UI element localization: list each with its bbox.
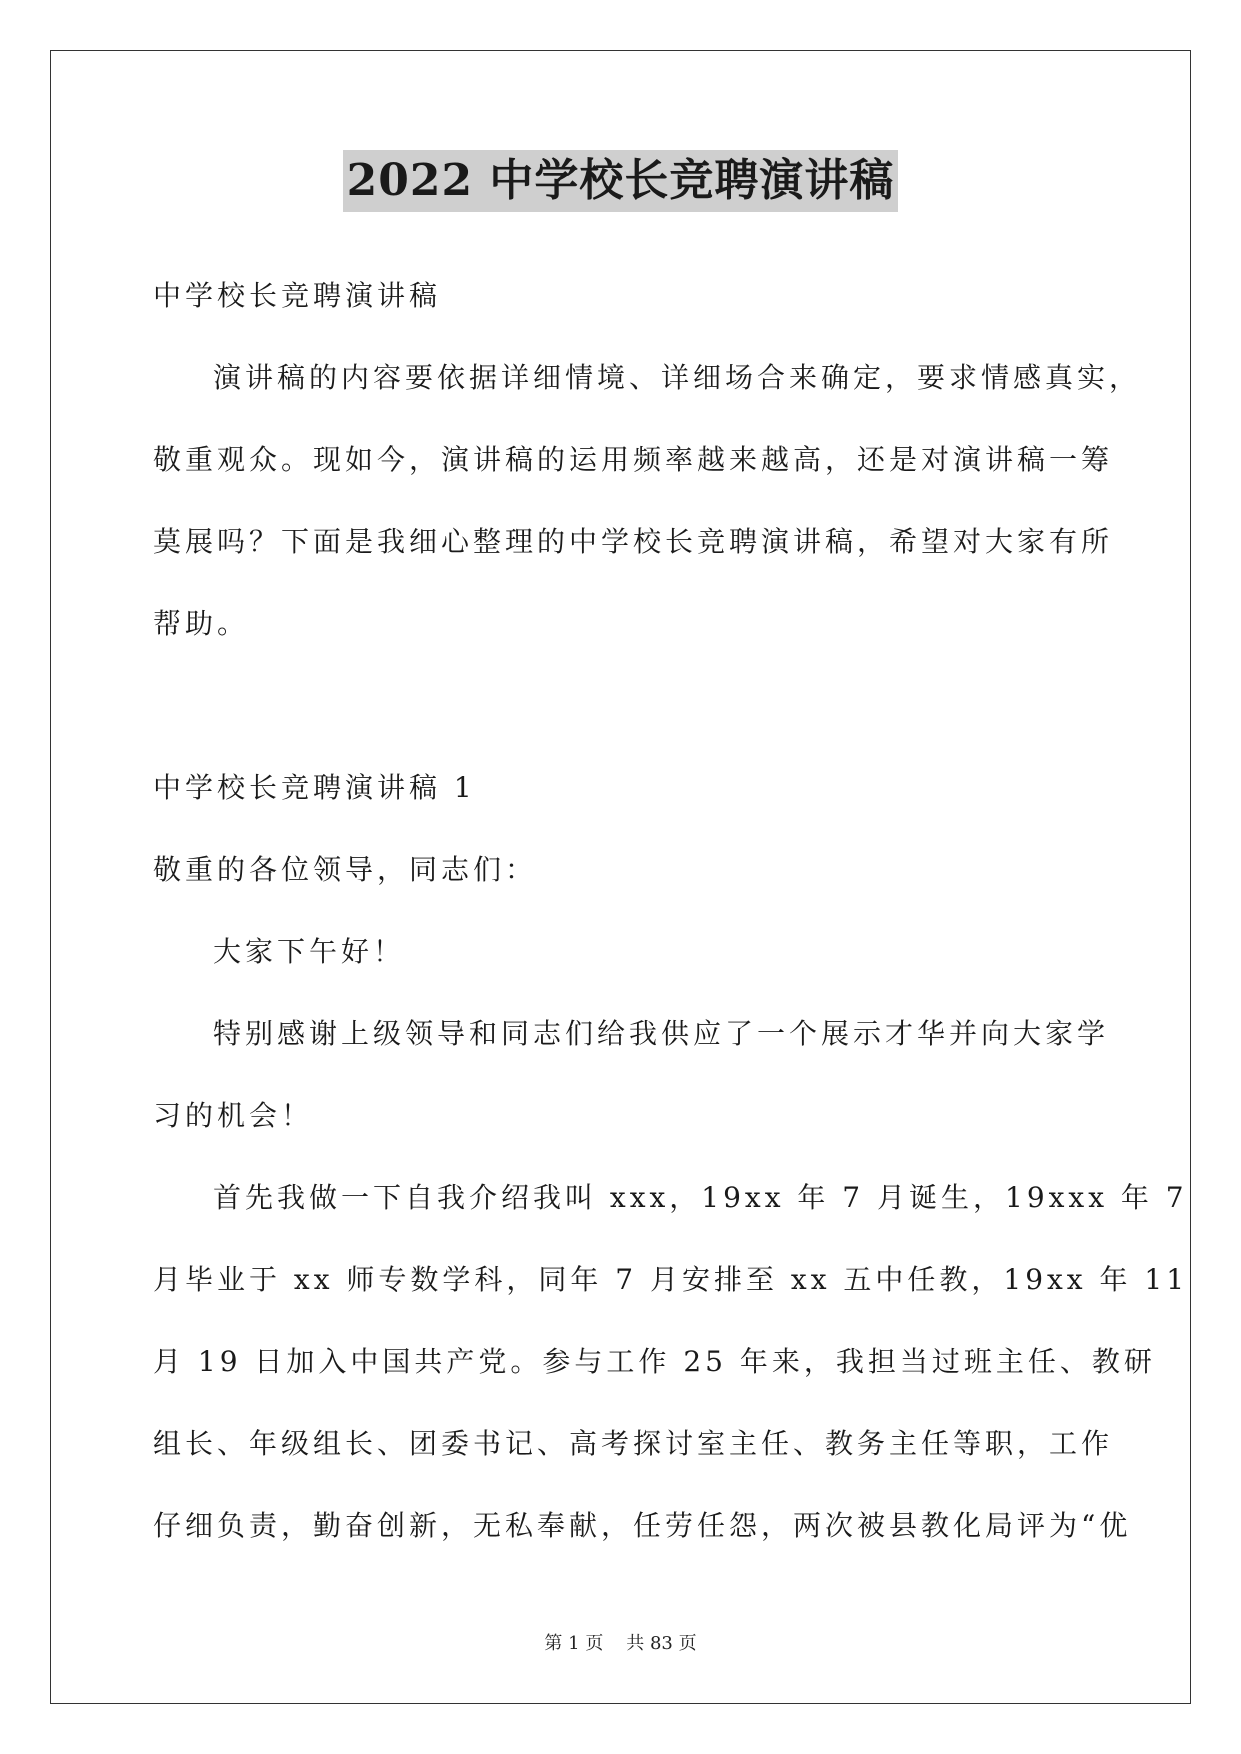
greeting-line: 大家下午好！	[213, 935, 406, 968]
section-heading: 中学校长竞聘演讲稿 1	[153, 771, 476, 804]
body-line: 莫展吗？下面是我细心整理的中学校长竞聘演讲稿，希望对大家有所	[153, 525, 1114, 558]
page-footer	[0, 1632, 1241, 1656]
body-line: 敬重观众。现如今，演讲稿的运用频率越来越高，还是对演讲稿一筹	[153, 443, 1114, 476]
title-container	[0, 150, 1241, 212]
body-line: 特别感谢上级领导和同志们给我供应了一个展示才华并向大家学	[213, 1017, 1110, 1050]
salutation-line: 敬重的各位领导，同志们：	[153, 853, 538, 886]
body-line: 组长、年级组长、团委书记、高考探讨室主任、教务主任等职，工作	[153, 1427, 1114, 1460]
page-number: 第 1 页	[544, 1633, 604, 1654]
document-title: 2022 中学校长竞聘演讲稿	[343, 150, 899, 212]
subtitle-line: 中学校长竞聘演讲稿	[153, 279, 442, 312]
body-line: 帮助。	[153, 607, 250, 640]
body-line: 月 19 日加入中国共产党。参与工作 25 年来，我担当过班主任、教研	[153, 1345, 1156, 1378]
body-line: 首先我做一下自我介绍我叫 xxx，19xx 年 7 月诞生，19xxx 年 7	[213, 1181, 1188, 1214]
paragraph-gap	[153, 665, 1093, 747]
body-line: 习的机会！	[153, 1099, 314, 1132]
body-line: 演讲稿的内容要依据详细情境、详细场合来确定，要求情感真实，	[213, 361, 1142, 394]
body-line: 月毕业于 xx 师专数学科，同年 7 月安排至 xx 五中任教，19xx 年 11	[153, 1263, 1189, 1296]
document-body	[153, 255, 1189, 1567]
page-total: 共 83 页	[626, 1633, 697, 1654]
body-line: 仔细负责，勤奋创新，无私奉献，任劳任怨，两次被县教化局评为“优	[153, 1509, 1132, 1542]
